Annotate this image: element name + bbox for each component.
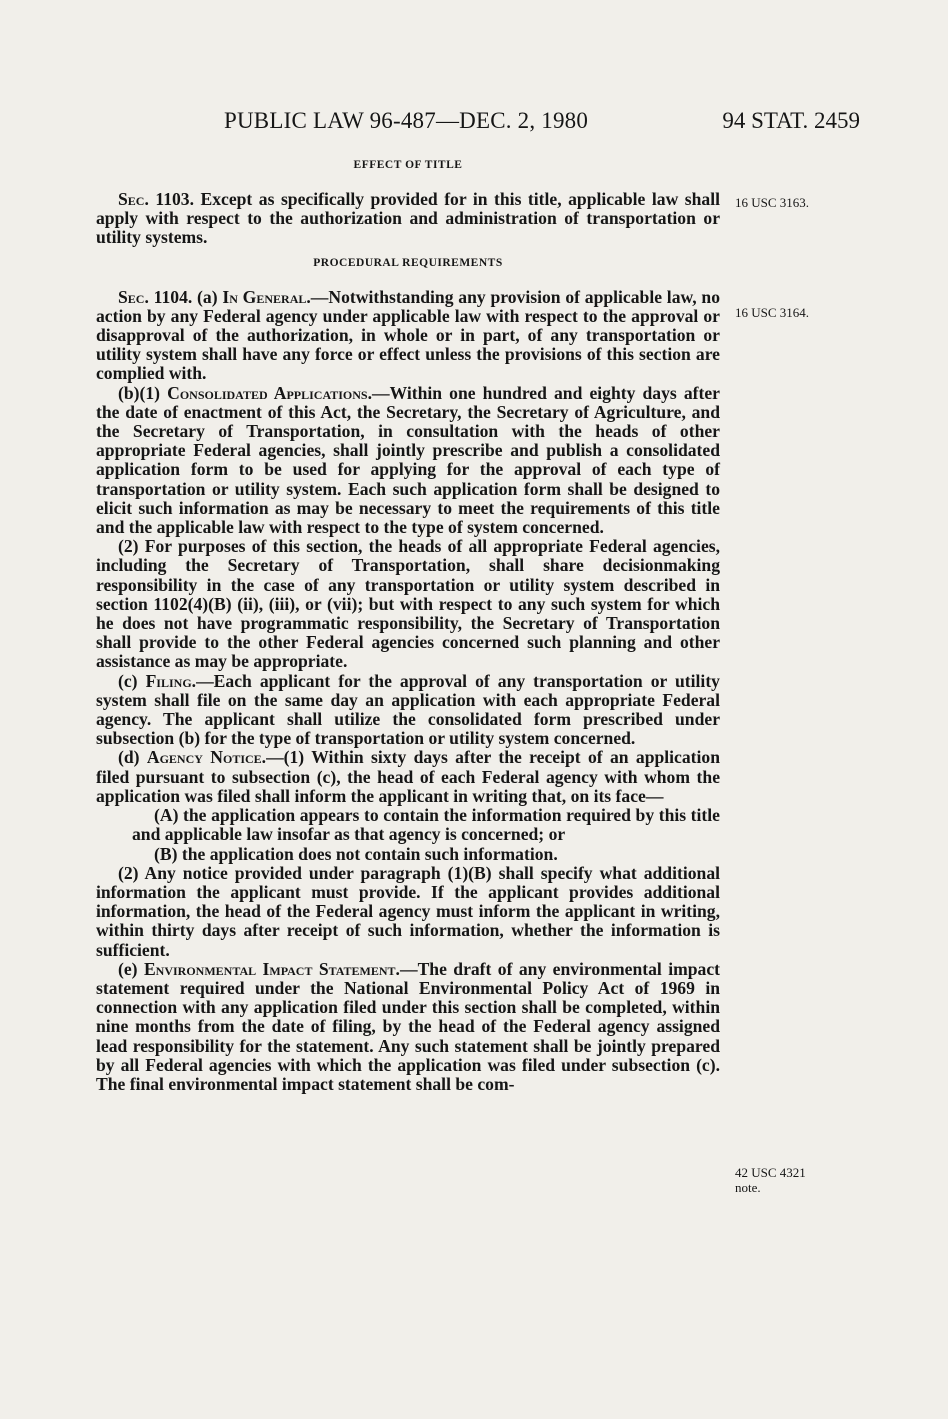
subsection-c-text: —Each applicant for the approval of any transportation or utility system shall file on the same day an application with each appropriate Federal agency. The applicant shall utilize the consolidated form prescribed under subsection (b) for the type of transportation or utility system concerned. — [96, 670, 720, 749]
stat-page-number: 94 STAT. 2459 — [722, 108, 860, 133]
margin-note-usc-4321-line2: note. — [735, 1180, 761, 1195]
section-1103 — [96, 190, 720, 248]
margin-note-usc-3163: 16 USC 3163. — [735, 195, 810, 210]
subsection-d1 — [96, 748, 720, 806]
page-header — [96, 108, 860, 138]
page-title: PUBLIC LAW 96-487—DEC. 2, 1980 — [224, 108, 589, 133]
subsection-e-text: —The draft of any environmental impact statement required under the National Environmental Policy Act of 1969 in connection with any application filed under this section shall be completed, within nine months from the date of filing, by the head of the Federal agency assigned lead responsibility for the statement. Any such statement shall be jointly prepared by all Federal agencies with which the application was filed under subsection (c). The final environmental impact statement shall be com- — [96, 958, 720, 1094]
subsection-c — [96, 672, 720, 749]
subsection-c-number: (c) — [118, 670, 146, 691]
subsection-e — [96, 960, 720, 1094]
section-1104-a-text: —Notwithstanding any provision of applicable law, no action by any Federal agency under applicable law with respect to the approval or disapproval of the authorization, in whole or in part, of any transportation or utility system shall have any force or effect unless the provisions of this section are complied with. — [96, 286, 720, 384]
subsection-b1-heading: Consolidated Applications. — [167, 382, 372, 403]
margin-note-usc-4321 — [735, 1165, 806, 1195]
subsection-d2: (2) Any notice provided under paragraph (1)(B) shall specify what additional information the applicant must provide. If the applicant provides additional information, the head of the Federal agency must inform the applicant in writing, within thirty days after receipt of such information, whether the information is sufficient. — [96, 862, 720, 960]
subsection-c-heading: Filing. — [145, 670, 197, 691]
document-body — [96, 150, 720, 1094]
margin-note-usc-3164: 16 USC 3164. — [735, 305, 810, 320]
subsection-e-heading: Environmental Impact Statement. — [143, 958, 400, 979]
subsection-d1-text: —(1) Within sixty days after the receipt of an application filed pursuant to subsection (c), the head of each Federal agency with whom the application was filed shall inform the applicant in writing that, on its face— — [96, 747, 720, 806]
subsection-b1 — [96, 384, 720, 538]
section-1104-a — [96, 288, 720, 384]
sec-label: Sec. — [118, 189, 149, 209]
subsection-d1-A: (A) the application appears to contain the information required by this title and applicable law insofar as that agency is concerned; or — [132, 805, 720, 845]
subsection-b2: (2) For purposes of this section, the heads of all appropriate Federal agencies, including the Secretary of Transportation, shall share decisionmaking responsibility in the case of any transportation or utility system described in section 1102(4)(B) (ii), (iii), or (vii); but with respect to any such system for which he does not have programmatic responsibility, the Secretary of Transportation shall provide to the other Federal agencies concerned such planning and other assistance as may be appropriate. — [96, 536, 720, 672]
margin-note-usc-4321-line1: 42 USC 4321 — [735, 1165, 806, 1180]
section-1104-a-number: 1104. (a) — [148, 286, 223, 307]
subsection-d-heading: Agency Notice. — [146, 747, 267, 768]
subsection-e-number: (e) — [118, 958, 144, 979]
subsection-d-number: (d) — [118, 747, 147, 768]
subsection-b1-number: (b)(1) — [118, 382, 168, 403]
subsection-a-heading: In General. — [222, 286, 311, 307]
heading-effect-of-title: EFFECT OF TITLE — [353, 159, 463, 171]
subsection-b1-text: —Within one hundred and eighty days after the date of enactment of this Act, the Secretary, the Secretary of Agriculture, and the Secretary of Transportation, in consultation with the heads of other appropriate Federal agencies, shall jointly prescribe and publish a consolidated application form to be used for applying for the approval of each type of transportation or utility system. Each such application form shall be designed to elicit such information as may be necessary to meet the requirements of this title and the applicable law with respect to the type of system concerned. — [96, 382, 720, 538]
subsection-d1-B: (B) the application does not contain such information. — [154, 843, 558, 864]
heading-procedural-requirements: PROCEDURAL REQUIREMENTS — [313, 256, 503, 269]
section-1103-text: 1103. Except as specifically provided for in this title, applicable law shall apply with respect to the authorization and administration of transportation or utility systems. — [96, 189, 720, 248]
sec-label: Sec. — [118, 286, 149, 307]
